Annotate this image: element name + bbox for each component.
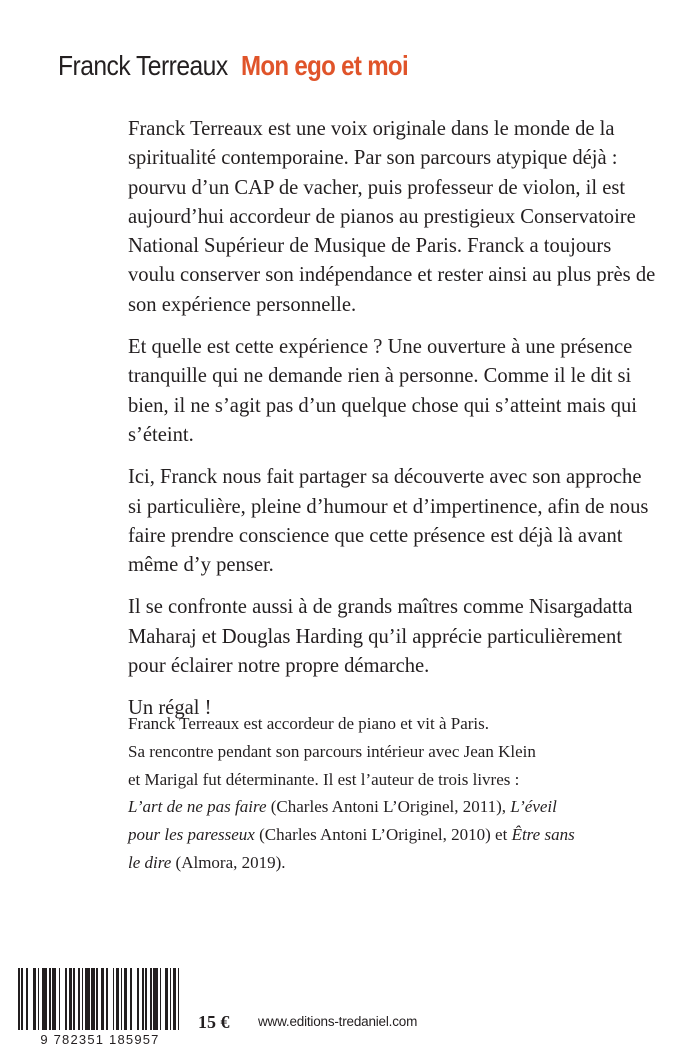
blurb-paragraph-4: Il se confronte aussi à de grands maîtres comme Nisargadatta Maharaj et Douglas Harding qu’il apprécie particulièrement pour éclairer notre propre démarche. <box>128 596 633 678</box>
bio-line: Franck Terreaux est accordeur de piano et vit à Paris. <box>128 714 490 733</box>
header <box>58 50 435 82</box>
book-title-3a: Être sans <box>511 825 575 845</box>
author-name: Franck Terreaux <box>58 50 228 81</box>
blurb-paragraph-3: Ici, Franck nous fait partager sa découverte avec son approche si particulière, pleine d’humour et d’impertinence, afin de nous faire prendre conscience que cette présence est déjà là avant même d’y penser. <box>128 466 649 577</box>
author-bio <box>128 710 658 877</box>
book-meta-3: (Almora, 2019). <box>171 852 286 872</box>
barcode-bars <box>18 968 182 1030</box>
bio-books-line-3 <box>128 849 658 877</box>
isbn-digits: 9 782351 185957 <box>40 1032 160 1047</box>
isbn-barcode <box>18 968 182 1050</box>
barcode-bar <box>179 968 181 1030</box>
book-title-2b: pour les paresseux <box>128 825 255 845</box>
bio-books-line-1 <box>128 793 658 821</box>
price: 15 € <box>198 1012 230 1032</box>
book-title-2a: L’éveil <box>510 797 557 817</box>
book-title: Mon ego et moi <box>240 50 408 81</box>
publisher-website: www.editions-tredaniel.com <box>258 1014 418 1029</box>
blurb-paragraph-2: Et quelle est cette expérience ? Une ouverture à une présence tranquille qui ne demande rien à personne. Comme il le dit si bien, il ne s’agit pas d’un quelque chose qui s’atteint mais qui s’éteint. <box>128 336 638 446</box>
back-cover-blurb <box>128 115 658 737</box>
book-title-1: L’art de ne pas faire <box>128 797 267 817</box>
blurb-paragraph-5: Un régal ! <box>128 697 212 720</box>
book-meta-1: (Charles Antoni L’Originel, 2011), <box>266 797 511 817</box>
bio-line: et Marigal fut déterminante. Il est l’auteur de trois livres : <box>128 769 520 789</box>
bio-books-line-2 <box>128 821 658 849</box>
blurb-paragraph-1: Franck Terreaux est une voix originale dans le monde de la spiritualité contemporaine. Par son parcours atypique déjà : pourvu d’un CAP de vacher, puis professeur de violon, il est aujourd’hui accordeur de pianos au prestigieux Conservatoire National Supérieur de Musique de Paris. Franck a toujours voulu conserver son indépendance et rester ainsi au plus près de son expérience personnelle. <box>128 118 656 316</box>
book-meta-2: (Charles Antoni L’Originel, 2010) et <box>254 825 512 845</box>
bio-line: Sa rencontre pendant son parcours intérieur avec Jean Klein <box>128 741 536 761</box>
book-title-3b: le dire <box>128 852 172 872</box>
